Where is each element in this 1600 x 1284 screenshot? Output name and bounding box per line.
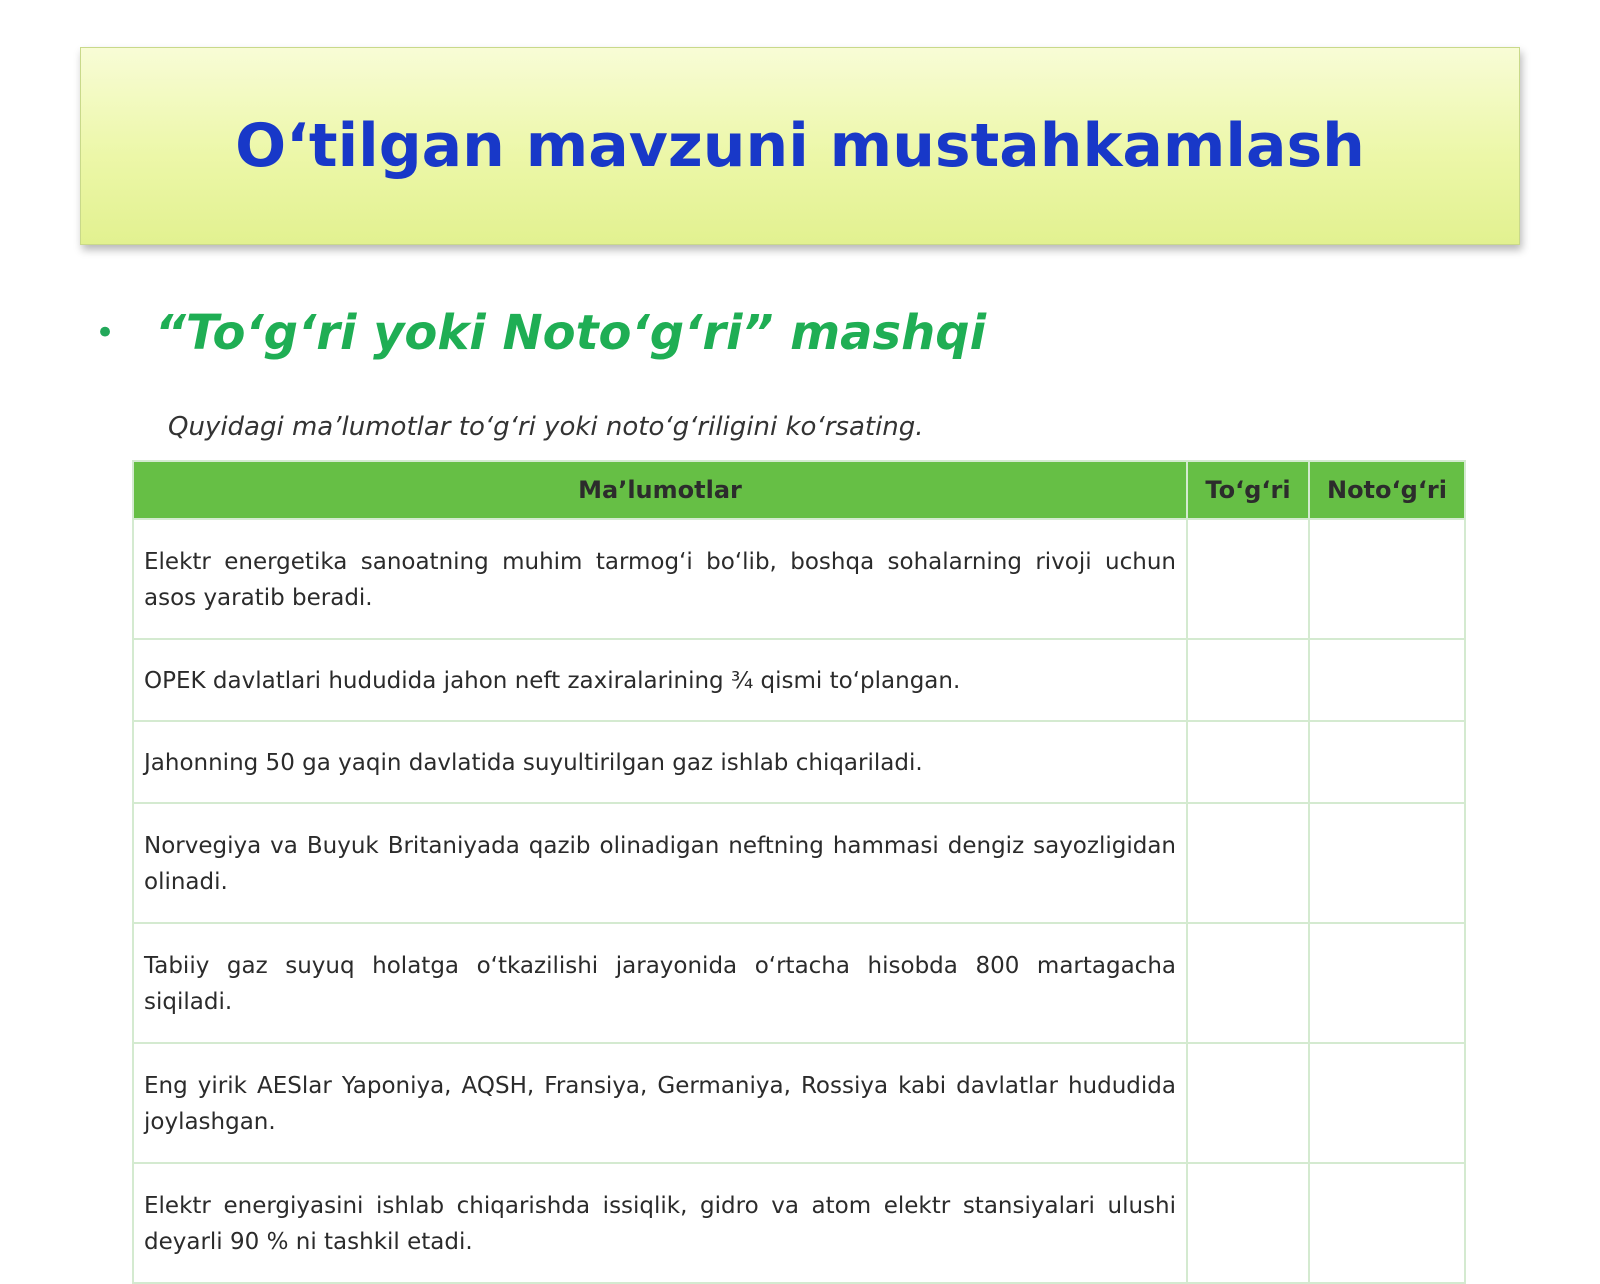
true-answer-cell[interactable]: [1187, 1163, 1309, 1283]
false-answer-cell[interactable]: [1309, 519, 1465, 639]
false-answer-cell[interactable]: [1309, 639, 1465, 721]
statement-cell: Tabiiy gaz suyuq holatga o‘tkazilishi jarayonida o‘rtacha hisobda 800 martagacha siqiladi.: [133, 923, 1187, 1043]
page-title: O‘tilgan mavzuni mustahkamlash: [235, 111, 1365, 181]
false-answer-cell[interactable]: [1309, 803, 1465, 923]
true-false-table: [132, 460, 1466, 1284]
table-row: [133, 923, 1465, 1043]
false-answer-cell[interactable]: [1309, 1163, 1465, 1283]
table-row: [133, 1163, 1465, 1283]
false-answer-cell[interactable]: [1309, 721, 1465, 803]
table-row: [133, 803, 1465, 923]
false-answer-cell[interactable]: [1309, 923, 1465, 1043]
true-answer-cell[interactable]: [1187, 639, 1309, 721]
true-answer-cell[interactable]: [1187, 1043, 1309, 1163]
statement-cell: Elektr energiyasini ishlab chiqarishda issiqlik, gidro va atom elektr stansiyalari ulushi deyarli 90 % ni tashkil etadi.: [133, 1163, 1187, 1283]
header-statements: Ma’lumotlar: [133, 461, 1187, 519]
header-true: To‘g‘ri: [1187, 461, 1309, 519]
statement-cell: Elektr energetika sanoatning muhim tarmog‘i bo‘lib, boshqa sohalarning rivoji uchun asos yaratib beradi.: [133, 519, 1187, 639]
true-answer-cell[interactable]: [1187, 721, 1309, 803]
true-answer-cell[interactable]: [1187, 923, 1309, 1043]
instruction-text: Quyidagi ma’lumotlar to‘g‘ri yoki noto‘g‘riligini ko‘rsating.: [168, 412, 924, 442]
true-answer-cell[interactable]: [1187, 519, 1309, 639]
bullet-icon: •: [95, 313, 116, 353]
title-banner: [80, 47, 1520, 245]
false-answer-cell[interactable]: [1309, 1043, 1465, 1163]
table-row: [133, 1043, 1465, 1163]
statement-cell: Eng yirik AESlar Yaponiya, AQSH, Fransiya, Germaniya, Rossiya kabi davlatlar hududida joylashgan.: [133, 1043, 1187, 1163]
header-false: Noto‘g‘ri: [1309, 461, 1465, 519]
statement-cell: Jahonning 50 ga yaqin davlatida suyultirilgan gaz ishlab chiqariladi.: [133, 721, 1187, 803]
table-row: [133, 519, 1465, 639]
statement-cell: OPEK davlatlari hududida jahon neft zaxiralarining ¾ qismi to‘plangan.: [133, 639, 1187, 721]
table-row: [133, 721, 1465, 803]
bullet-heading: [95, 305, 986, 361]
table-row: [133, 639, 1465, 721]
table-header-row: [133, 461, 1465, 519]
statement-cell: Norvegiya va Buyuk Britaniyada qazib olinadigan neftning hammasi dengiz sayozligidan olinadi.: [133, 803, 1187, 923]
true-answer-cell[interactable]: [1187, 803, 1309, 923]
exercise-heading: “To‘g‘ri yoki Noto‘g‘ri” mashqi: [155, 305, 987, 361]
